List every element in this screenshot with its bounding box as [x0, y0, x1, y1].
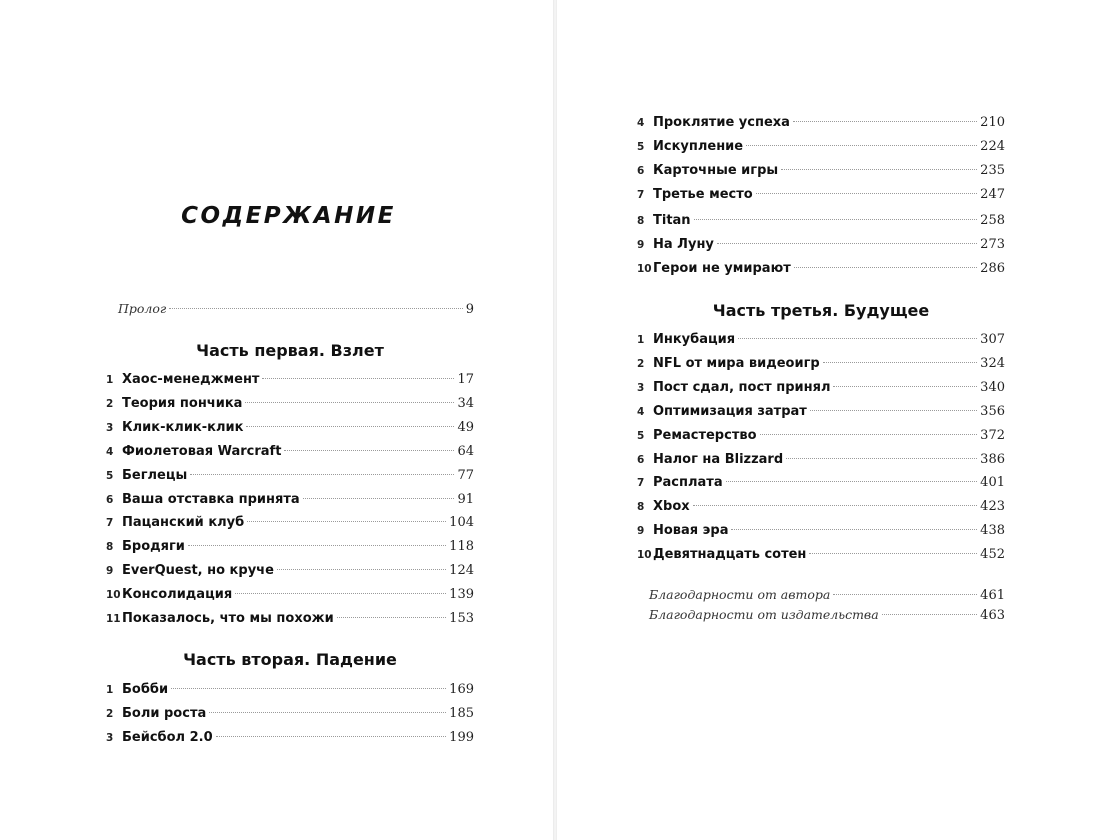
leader-dots	[694, 219, 978, 220]
chapter-title: Девятнадцать сотен	[653, 547, 807, 562]
chapter-page: 258	[980, 213, 1005, 228]
chapter-page: 91	[457, 492, 474, 507]
toc-entry[interactable]	[637, 472, 1005, 494]
chapter-title: Бобби	[122, 682, 169, 697]
chapter-number: 5	[106, 470, 114, 482]
chapter-number: 3	[637, 382, 645, 394]
chapter-title: Пацанский клуб	[122, 515, 245, 530]
chapter-number: 1	[106, 374, 114, 386]
chapter-title: NFL от мира видеоигр	[653, 356, 820, 371]
chapter-number: 1	[106, 684, 114, 696]
toc-entry[interactable]	[637, 401, 1005, 423]
chapter-number: 8	[637, 215, 645, 227]
chapter-number: 10	[637, 263, 652, 275]
chapter-number: 6	[637, 454, 645, 466]
chapter-number: 4	[637, 117, 645, 129]
toc-entry[interactable]	[637, 329, 1005, 351]
chapter-number: 1	[637, 334, 645, 346]
chapter-number: 8	[106, 541, 114, 553]
leader-dots	[738, 338, 977, 339]
leader-dots	[209, 712, 446, 713]
entry-page: 463	[980, 608, 1005, 623]
chapter-title: Ваша отставка принята	[122, 492, 300, 507]
chapter-page: 49	[457, 420, 474, 435]
chapter-title: Искупление	[653, 139, 744, 154]
toc-entry[interactable]	[637, 425, 1005, 447]
leader-dots	[746, 145, 977, 146]
leader-dots	[284, 450, 454, 451]
chapter-title: Беглецы	[122, 468, 188, 483]
chapter-title: На Луну	[653, 237, 714, 252]
leader-dots	[781, 169, 977, 170]
toc-entry-acknowledgements-author[interactable]	[649, 584, 1005, 606]
chapter-page: 247	[980, 187, 1005, 202]
toc-entry[interactable]	[106, 584, 474, 606]
leader-dots	[731, 529, 977, 530]
chapter-number: 7	[637, 189, 645, 201]
chapter-page: 372	[980, 428, 1005, 443]
toc-entry[interactable]	[106, 536, 474, 558]
chapter-page: 386	[980, 452, 1005, 467]
chapter-page: 401	[980, 475, 1005, 490]
chapter-number: 2	[637, 358, 645, 370]
chapter-title: Герои не умирают	[653, 261, 791, 276]
entry-page: 461	[980, 588, 1005, 603]
leader-dots	[190, 474, 454, 475]
leader-dots	[833, 594, 977, 595]
toc-entry[interactable]	[637, 184, 1005, 206]
chapter-page: 438	[980, 523, 1005, 538]
chapter-title: Инкубация	[653, 332, 736, 347]
leader-dots	[247, 521, 446, 522]
chapter-title: Карточные игры	[653, 163, 779, 178]
chapter-title: Хаос-менеджмент	[122, 372, 260, 387]
leader-dots	[246, 426, 454, 427]
toc-entry[interactable]	[106, 560, 474, 582]
chapter-page: 199	[449, 730, 474, 745]
chapter-number: 5	[637, 141, 645, 153]
toc-entry[interactable]	[106, 703, 474, 725]
chapter-title: EverQuest, но круче	[122, 563, 274, 578]
leader-dots	[760, 434, 978, 435]
chapter-page: 307	[980, 332, 1005, 347]
leader-dots	[726, 481, 978, 482]
toc-entry-acknowledgements-publisher[interactable]	[649, 604, 1005, 626]
chapter-title: Пост сдал, пост принял	[653, 380, 831, 395]
leader-dots	[216, 736, 447, 737]
chapter-number: 3	[106, 422, 114, 434]
chapter-number: 9	[106, 565, 114, 577]
toc-entry[interactable]	[637, 258, 1005, 280]
chapter-page: 124	[449, 563, 474, 578]
leader-dots	[810, 410, 977, 411]
chapter-title: Показалось, что мы похожи	[122, 611, 334, 626]
toc-entry[interactable]	[637, 353, 1005, 375]
toc-entry[interactable]	[637, 160, 1005, 182]
leader-dots	[277, 569, 446, 570]
chapter-number: 8	[637, 501, 645, 513]
chapter-page: 340	[980, 380, 1005, 395]
chapter-title: Ремастерство	[653, 428, 757, 443]
chapter-title: Xbox	[653, 499, 690, 514]
toc-entry[interactable]	[637, 496, 1005, 518]
toc-entry[interactable]	[637, 234, 1005, 256]
chapter-page: 118	[449, 539, 474, 554]
leader-dots	[794, 267, 977, 268]
chapter-number: 10	[106, 589, 121, 601]
chapter-title: Бейсбол 2.0	[122, 730, 213, 745]
leader-dots	[793, 121, 977, 122]
leader-dots	[303, 498, 455, 499]
leader-dots	[337, 617, 446, 618]
part-heading-3: Часть третья. Будущее	[712, 301, 930, 320]
leader-dots	[882, 614, 978, 615]
chapter-number: 2	[106, 708, 114, 720]
toc-entry[interactable]	[106, 393, 474, 415]
chapter-number: 11	[106, 613, 121, 625]
chapter-page: 324	[980, 356, 1005, 371]
chapter-number: 9	[637, 525, 645, 537]
toc-entry[interactable]	[637, 377, 1005, 399]
leader-dots	[833, 386, 977, 387]
chapter-number: 7	[637, 477, 645, 489]
leader-dots	[756, 193, 977, 194]
chapter-page: 104	[449, 515, 474, 530]
entry-title: Благодарности от издательства	[649, 607, 879, 622]
part-heading-2: Часть вторая. Падение	[183, 650, 397, 669]
leader-dots	[809, 553, 977, 554]
chapter-page: 356	[980, 404, 1005, 419]
chapter-number: 4	[637, 406, 645, 418]
chapter-title: Фиолетовая Warcraft	[122, 444, 282, 459]
leader-dots	[823, 362, 977, 363]
chapter-title: Бродяги	[122, 539, 185, 554]
chapter-page: 235	[980, 163, 1005, 178]
chapter-number: 2	[106, 398, 114, 410]
chapter-page: 185	[449, 706, 474, 721]
chapter-number: 3	[106, 732, 114, 744]
entry-title: Благодарности от автора	[649, 587, 831, 602]
chapter-page: 423	[980, 499, 1005, 514]
toc-entry[interactable]	[106, 727, 474, 749]
chapter-page: 286	[980, 261, 1005, 276]
chapter-title: Titan	[653, 213, 691, 228]
part-heading-1: Часть первая. Взлет	[196, 341, 384, 360]
chapter-title: Налог на Blizzard	[653, 452, 784, 467]
chapter-number: 4	[106, 446, 114, 458]
leader-dots	[235, 593, 446, 594]
leader-dots	[262, 378, 454, 379]
toc-entry[interactable]	[106, 369, 474, 391]
chapter-title: Третье место	[653, 187, 753, 202]
chapter-title: Проклятие успеха	[653, 115, 790, 130]
leader-dots	[169, 308, 462, 309]
chapter-page: 77	[457, 468, 474, 483]
chapter-title: Теория пончика	[122, 396, 243, 411]
chapter-title: Клик-клик-клик	[122, 420, 244, 435]
toc-entry[interactable]	[106, 417, 474, 439]
leader-dots	[693, 505, 978, 506]
toc-title: СОДЕРЖАНИЕ	[181, 203, 396, 229]
chapter-number: 5	[637, 430, 645, 442]
chapter-page: 210	[980, 115, 1005, 130]
chapter-number: 6	[106, 494, 114, 506]
chapter-page: 224	[980, 139, 1005, 154]
chapter-page: 34	[457, 396, 474, 411]
chapter-page: 273	[980, 237, 1005, 252]
leader-dots	[188, 545, 446, 546]
toc-entry[interactable]	[106, 679, 474, 701]
entry-title: Пролог	[118, 301, 167, 316]
toc-entry[interactable]	[637, 449, 1005, 471]
chapter-title: Новая эра	[653, 523, 729, 538]
leader-dots	[171, 688, 446, 689]
chapter-number: 6	[637, 165, 645, 177]
chapter-title: Расплата	[653, 475, 723, 490]
toc-entry[interactable]	[637, 136, 1005, 158]
toc-entry[interactable]	[637, 520, 1005, 542]
chapter-page: 452	[980, 547, 1005, 562]
chapter-page: 169	[449, 682, 474, 697]
toc-entry[interactable]	[637, 544, 1005, 566]
toc-entry[interactable]	[106, 441, 474, 463]
toc-entry[interactable]	[106, 512, 474, 534]
chapter-page: 64	[457, 444, 474, 459]
chapter-title: Оптимизация затрат	[653, 404, 807, 419]
leader-dots	[786, 458, 977, 459]
entry-page: 9	[465, 302, 474, 317]
toc-entry[interactable]	[106, 608, 474, 630]
toc-entry-prologue[interactable]	[118, 298, 474, 320]
chapter-number: 7	[106, 517, 114, 529]
chapter-title: Боли роста	[122, 706, 207, 721]
chapter-number: 9	[637, 239, 645, 251]
leader-dots	[245, 402, 454, 403]
toc-entry[interactable]	[106, 489, 474, 511]
chapter-page: 139	[449, 587, 474, 602]
chapter-title: Консолидация	[122, 587, 233, 602]
chapter-page: 153	[449, 611, 474, 626]
toc-entry[interactable]	[637, 210, 1005, 232]
leader-dots	[717, 243, 977, 244]
toc-entry[interactable]	[106, 465, 474, 487]
chapter-number: 10	[637, 549, 652, 561]
toc-entry[interactable]	[637, 112, 1005, 134]
chapter-page: 17	[457, 372, 474, 387]
